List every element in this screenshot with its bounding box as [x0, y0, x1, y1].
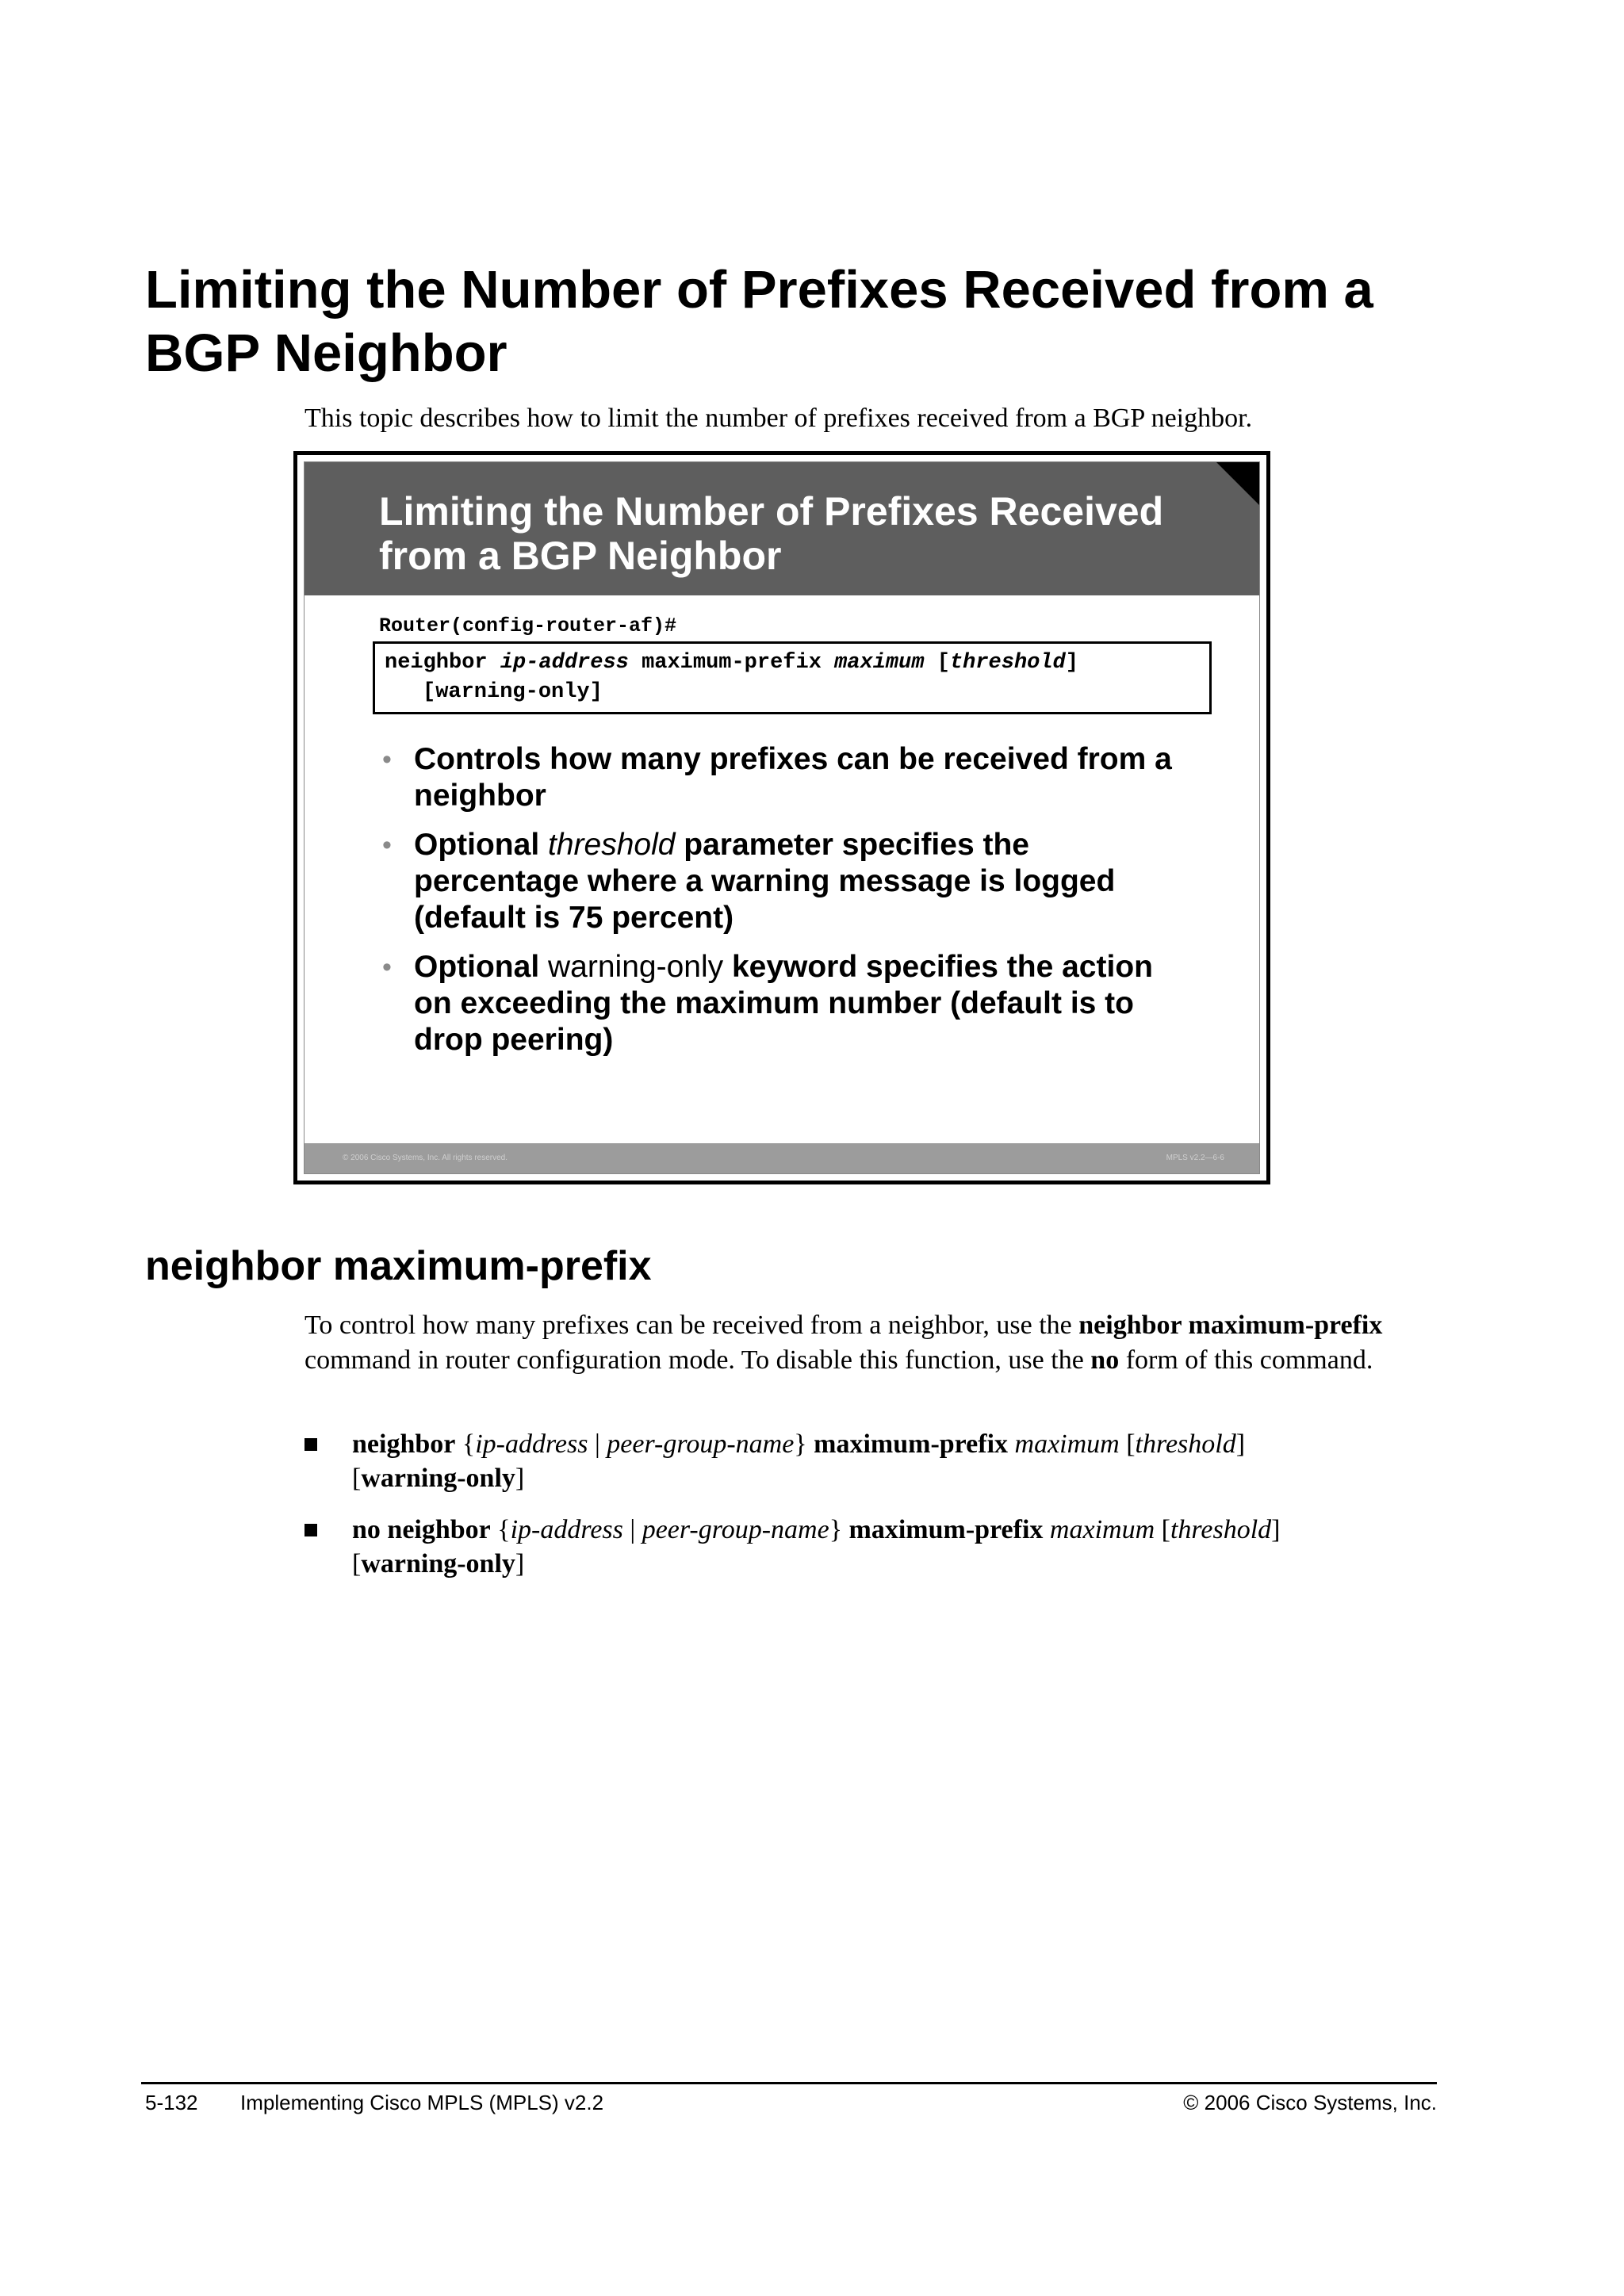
command-line-2: [warning-only] — [423, 680, 603, 704]
syntax-list — [304, 1427, 1462, 1598]
square-bullet-icon — [304, 1524, 317, 1536]
syntax-punct: } — [794, 1429, 807, 1459]
syntax-punct: } — [829, 1515, 843, 1544]
cmd-keyword-neighbor: neighbor — [385, 651, 488, 675]
body-text: command in router configuration mode. To disable this function, use the — [304, 1345, 1084, 1375]
syntax-arg: threshold — [1170, 1515, 1272, 1544]
syntax-item — [304, 1513, 1462, 1581]
cmd-arg-threshold: threshold — [949, 651, 1066, 675]
slide-bullet — [379, 741, 1196, 814]
slide-header — [304, 462, 1259, 595]
command-line-1 — [385, 649, 1200, 678]
bullet-text-bold: keyword specifies the action on exceeding the maximum number (default is to drop peering) — [414, 950, 1153, 1057]
syntax-punct: ] — [515, 1464, 525, 1493]
syntax-arg: ip-address — [475, 1429, 588, 1459]
page-number: 5-132 — [145, 2091, 198, 2114]
bullet-text: Controls how many prefixes can be received from a neighbor — [414, 742, 1172, 813]
syntax-arg: peer-group-name — [607, 1429, 795, 1459]
syntax-keyword: neighbor — [352, 1429, 456, 1459]
syntax-keyword: maximum-prefix — [848, 1515, 1044, 1544]
router-prompt: Router(config-router-af)# — [379, 614, 677, 637]
syntax-keyword: no neighbor — [352, 1515, 491, 1544]
body-text: form of this command. — [1125, 1345, 1373, 1375]
slide-footer-bar — [304, 1143, 1259, 1173]
slide-title: Limiting the Number of Prefixes Received from a BGP Neighbor — [379, 489, 1164, 578]
bullet-text-bold: Optional — [414, 828, 540, 862]
bullet-dot-icon: • — [382, 744, 392, 775]
square-bullet-icon — [304, 1438, 317, 1451]
section-heading: neighbor maximum-prefix — [145, 1243, 652, 1289]
syntax-punct: { — [462, 1429, 476, 1459]
bullet-dot-icon: • — [382, 952, 392, 982]
cmd-arg-ip-address: ip-address — [500, 651, 629, 675]
syntax-keyword: warning-only — [361, 1549, 515, 1578]
syntax-keyword: warning-only — [361, 1464, 515, 1493]
slide-copyright: © 2006 Cisco Systems, Inc. All rights reserved. — [343, 1154, 508, 1162]
bullet-text-plain: warning-only — [548, 950, 724, 984]
bullet-dot-icon: • — [382, 830, 392, 860]
syntax-arg: ip-address — [510, 1515, 623, 1544]
syntax-item — [304, 1427, 1462, 1495]
syntax-punct: ] — [515, 1549, 525, 1578]
cmd-bracket-open: [ — [936, 651, 950, 675]
cmd-bracket-close: ] — [1065, 651, 1078, 675]
page-title: Limiting the Number of Prefixes Received from a BGP Neighbor — [145, 260, 1373, 383]
bullet-text-bold: Optional — [414, 950, 540, 984]
section-paragraph — [304, 1308, 1431, 1378]
syntax-punct: ] — [1271, 1515, 1281, 1544]
syntax-keyword: maximum-prefix — [814, 1429, 1009, 1459]
body-text: To control how many prefixes can be received from a neighbor, use the — [304, 1311, 1072, 1340]
cmd-keyword-maximum-prefix: maximum-prefix — [642, 651, 822, 675]
intro-paragraph: This topic describes how to limit the number of prefixes received from a BGP neighbor. — [304, 404, 1253, 433]
syntax-punct: { — [497, 1515, 511, 1544]
syntax-punct: [ — [352, 1464, 362, 1493]
syntax-arg: maximum — [1049, 1515, 1155, 1544]
syntax-punct: ] — [1235, 1429, 1246, 1459]
slide-figure — [293, 451, 1270, 1184]
cmd-arg-maximum: maximum — [834, 651, 925, 675]
slide-bullet — [379, 827, 1196, 936]
footer-rule — [141, 2082, 1437, 2084]
slide-canvas — [304, 461, 1260, 1174]
slide-corner-triangle — [1216, 462, 1259, 505]
syntax-arg: peer-group-name — [642, 1515, 829, 1544]
command-syntax-box — [373, 641, 1212, 714]
body-command-bold: neighbor maximum-prefix — [1078, 1311, 1383, 1340]
syntax-punct: [ — [352, 1549, 362, 1578]
slide-bullet — [379, 949, 1196, 1058]
slide-code: MPLS v2.2—6-6 — [1166, 1154, 1224, 1162]
syntax-punct: | — [594, 1429, 600, 1459]
syntax-punct: [ — [1126, 1429, 1136, 1459]
course-title: Implementing Cisco MPLS (MPLS) v2.2 — [240, 2091, 604, 2114]
body-keyword-no: no — [1090, 1345, 1120, 1375]
bullet-text-bold: parameter specifies the percentage where a warning message is logged (default is 75 percent) — [414, 828, 1116, 935]
syntax-punct: | — [630, 1515, 636, 1544]
bullet-text-italic: threshold — [548, 828, 676, 862]
syntax-arg: maximum — [1014, 1429, 1120, 1459]
syntax-arg: threshold — [1135, 1429, 1236, 1459]
footer-copyright: © 2006 Cisco Systems, Inc. — [1183, 2091, 1437, 2114]
slide-bullet-list — [379, 741, 1196, 1071]
syntax-punct: [ — [1161, 1515, 1170, 1544]
